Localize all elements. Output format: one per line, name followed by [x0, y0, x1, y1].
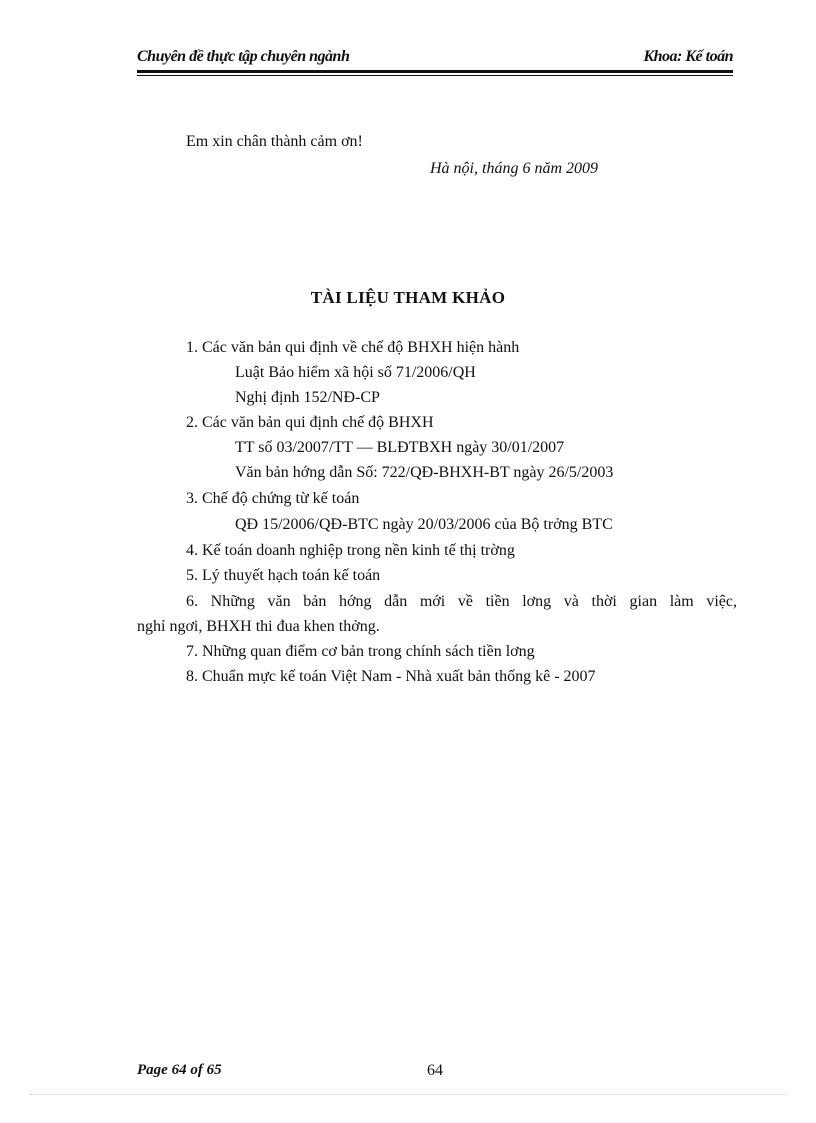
header-department: Khoa: Kế toán: [643, 48, 733, 65]
place-date: Hà nội, tháng 6 năm 2009: [430, 160, 598, 177]
closing-thanks: Em xin chân thành cảm ơn!: [186, 133, 363, 150]
header-rule-thin: [137, 75, 733, 76]
reference-subitem: Văn bản hớng dẫn Số: 722/QĐ-BHXH-BT ngày 26/5/2003: [235, 464, 614, 481]
header-rule-thick: [137, 70, 733, 73]
reference-item-continuation: nghỉ ngơi, BHXH thi đua khen thởng.: [137, 618, 380, 635]
reference-item: 6. Những văn bản hớng dẫn mới về tiền lơng và thời gian làm việc,: [186, 593, 737, 610]
header-course-title: Chuyên đề thực tập chuyên ngành: [137, 48, 350, 65]
reference-subitem: Luật Bảo hiểm xã hội số 71/2006/QH: [235, 364, 476, 381]
footer-page-of: Page 64 of 65: [137, 1062, 222, 1078]
reference-subitem: TT số 03/2007/TT — BLĐTBXH ngày 30/01/2007: [235, 439, 565, 456]
reference-subitem: Nghị định 152/NĐ-CP: [235, 389, 380, 406]
reference-subitem: QĐ 15/2006/QĐ-BTC ngày 20/03/2006 của Bộ trởng BTC: [235, 516, 613, 533]
reference-item: 2. Các văn bản qui định chế độ BHXH: [186, 414, 434, 431]
reference-item: 1. Các văn bản qui định về chế độ BHXH hiện hành: [186, 339, 520, 356]
reference-item: 3. Chế độ chứng từ kế toán: [186, 490, 360, 507]
reference-item: 8. Chuẩn mực kế toán Việt Nam - Nhà xuất bản thống kê - 2007: [186, 668, 596, 685]
reference-item: 4. Kế toán doanh nghiệp trong nền kinh tế thị trờng: [186, 542, 515, 559]
page-number: 64: [427, 1062, 443, 1079]
reference-item: 5. Lý thuyết hạch toán kế toán: [186, 567, 381, 584]
bottom-dotted-border: [30, 1094, 786, 1095]
references-title: TÀI LIỆU THAM KHẢO: [310, 288, 506, 307]
reference-item: 7. Những quan điểm cơ bản trong chính sách tiền lơng: [186, 643, 535, 660]
